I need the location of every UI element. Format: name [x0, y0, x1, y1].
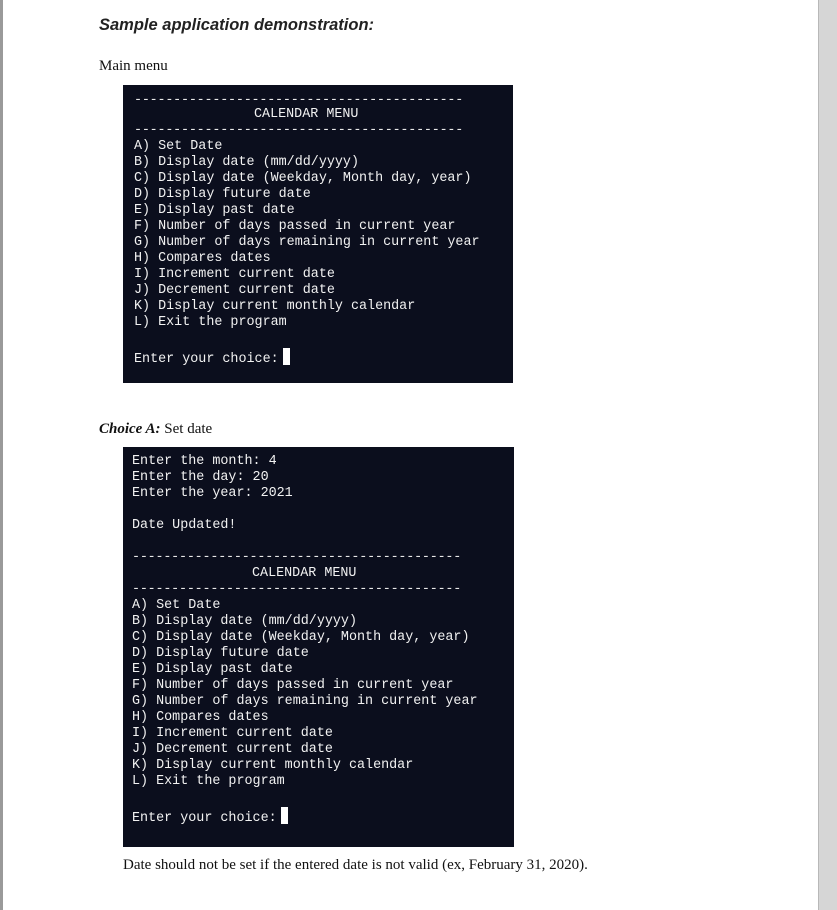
menu-item: K) Display current monthly calendar: [132, 758, 414, 773]
year-input-line: Enter the year: 2021: [132, 486, 293, 501]
choice-prompt: [132, 807, 288, 827]
main-menu-label: Main menu: [99, 58, 168, 74]
dash-line: ------------------------------------------: [134, 93, 464, 108]
menu-item: C) Display date (Weekday, Month day, year): [134, 171, 472, 186]
choice-prompt: [134, 348, 290, 368]
choice-a-label: [99, 421, 212, 438]
menu-item: G) Number of days remaining in current year: [134, 235, 480, 250]
menu-item: F) Number of days passed in current year: [134, 219, 456, 234]
menu-item: F) Number of days passed in current year: [132, 678, 454, 693]
menu-item: E) Display past date: [132, 662, 293, 677]
day-input-line: Enter the day: 20: [132, 470, 269, 485]
menu-item: B) Display date (mm/dd/yyyy): [132, 614, 357, 629]
month-input-line: Enter the month: 4: [132, 454, 277, 469]
menu-item: D) Display future date: [134, 187, 311, 202]
choice-a-prefix: Choice A:: [99, 421, 161, 437]
menu-item: K) Display current monthly calendar: [134, 299, 416, 314]
menu-item: L) Exit the program: [132, 774, 285, 789]
terminal-main-menu: [123, 85, 513, 383]
text-cursor: [281, 807, 288, 824]
menu-item: H) Compares dates: [132, 710, 269, 725]
choice-a-text: Set date: [164, 421, 213, 437]
page-right-margin: [818, 0, 837, 910]
menu-item: D) Display future date: [132, 646, 309, 661]
menu-title: CALENDAR MENU: [254, 107, 359, 122]
menu-item: B) Display date (mm/dd/yyyy): [134, 155, 359, 170]
menu-title: CALENDAR MENU: [252, 566, 357, 581]
menu-item: H) Compares dates: [134, 251, 271, 266]
menu-item: I) Increment current date: [132, 726, 333, 741]
page-left-border: [0, 0, 3, 910]
date-updated-message: Date Updated!: [132, 518, 237, 533]
menu-item: A) Set Date: [132, 598, 221, 613]
menu-item: A) Set Date: [134, 139, 223, 154]
dash-line: ------------------------------------------: [132, 582, 462, 597]
page-right-edge: [818, 0, 819, 910]
menu-item: G) Number of days remaining in current year: [132, 694, 478, 709]
menu-item: L) Exit the program: [134, 315, 287, 330]
validation-note: Date should not be set if the entered date is not valid (ex, February 31, 2020).: [123, 857, 588, 873]
section-heading: Sample application demonstration:: [99, 16, 375, 34]
dash-line: ------------------------------------------: [132, 550, 462, 565]
dash-line: ------------------------------------------: [134, 123, 464, 138]
prompt-text: Enter your choice:: [132, 811, 277, 826]
menu-item: J) Decrement current date: [132, 742, 333, 757]
menu-item: E) Display past date: [134, 203, 295, 218]
menu-item: C) Display date (Weekday, Month day, year): [132, 630, 470, 645]
prompt-text: Enter your choice:: [134, 352, 279, 367]
menu-item: I) Increment current date: [134, 267, 335, 282]
terminal-set-date: [123, 447, 514, 847]
text-cursor: [283, 348, 290, 365]
menu-item: J) Decrement current date: [134, 283, 335, 298]
